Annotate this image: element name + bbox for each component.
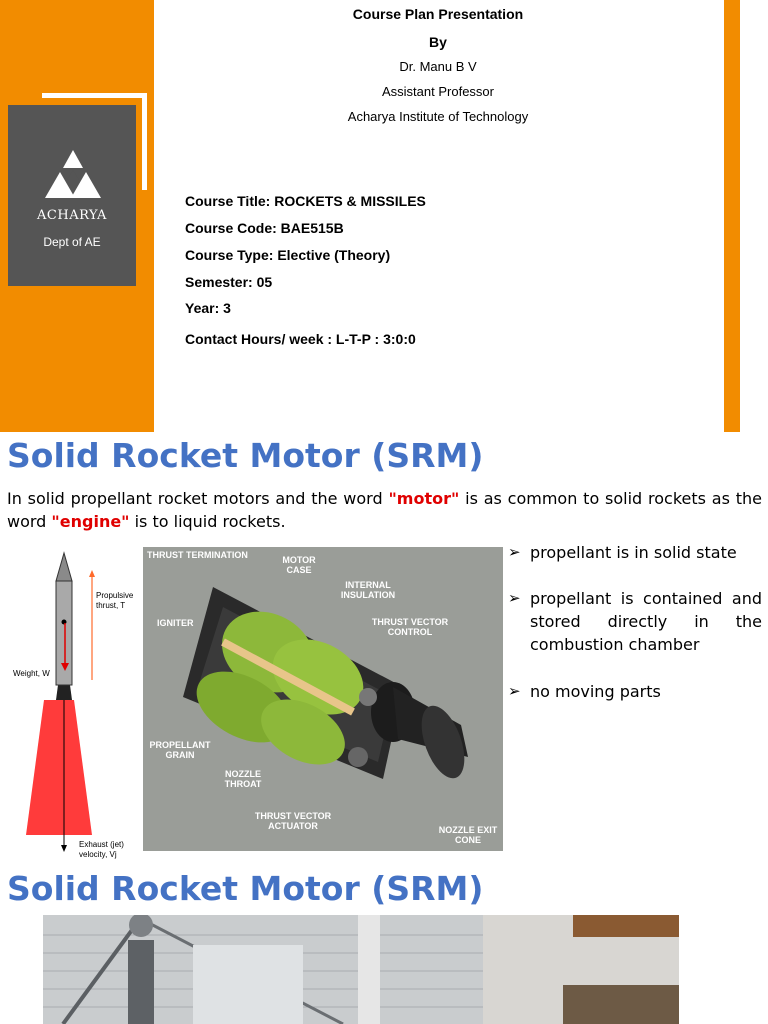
rocket-nose	[56, 553, 72, 581]
author-name: Dr. Manu B V	[399, 59, 477, 74]
exhaust-plume	[26, 700, 92, 835]
acharya-logo-icon	[43, 150, 103, 205]
arrow-bullet-icon: ➢	[508, 682, 521, 700]
course-code: Course Code: BAE515B	[185, 220, 344, 236]
label-nozzle-throat: NOZZLE THROAT	[224, 769, 262, 789]
label-nozzle-exit-cone: NOZZLE EXIT CONE	[438, 825, 498, 845]
weight-label: Weight, W	[13, 669, 50, 678]
orange-right-bar	[724, 0, 740, 432]
label-motor-case: MOTOR CASE	[282, 555, 316, 575]
year: Year: 3	[185, 300, 231, 316]
title-slide	[0, 0, 768, 432]
label-igniter: IGNITER	[157, 618, 194, 628]
label-thrust-vector-actuator: THRUST VECTOR ACTUATOR	[254, 811, 332, 831]
intro-paragraph	[7, 487, 762, 533]
label-internal-insulation: INTERNAL INSULATION	[340, 580, 396, 600]
logo-wordmark: ACHARYA	[37, 208, 107, 223]
srm-cutaway-svg	[143, 547, 503, 851]
slide3-title: Solid Rocket Motor (SRM)	[7, 869, 484, 908]
intro-text-1: In solid propellant rocket motors and the word	[7, 489, 389, 508]
arrow-bullet-icon: ➢	[508, 543, 521, 561]
photo-scene-svg	[43, 915, 679, 1024]
rocket-body	[56, 581, 72, 685]
presentation-title: Course Plan Presentation	[352, 6, 524, 22]
by-label: By	[429, 34, 447, 50]
label-thrust-vector-control: THRUST VECTOR CONTROL	[371, 617, 449, 637]
thrust-arrow	[89, 570, 95, 577]
label-thrust-termination: THRUST TERMINATION	[147, 550, 248, 560]
course-type: Course Type: Elective (Theory)	[185, 247, 391, 263]
intro-text-2: is as common to solid rockets as the word	[7, 489, 762, 531]
contact-hours: Contact Hours/ week : L-T-P : 3:0:0	[185, 331, 416, 347]
engine-highlight: "engine"	[51, 512, 130, 531]
institute-name: Acharya Institute of Technology	[347, 109, 529, 124]
motor-highlight: "motor"	[388, 489, 460, 508]
department-label: Dept of AE	[43, 235, 101, 249]
intro-text-3: is to liquid rockets.	[129, 512, 286, 531]
exhaust-label: Exhaust (jet) velocity, Vj	[79, 840, 124, 859]
srm-cutaway-illustration	[143, 547, 503, 851]
rocket-force-diagram	[8, 545, 134, 863]
exhaust-arrow	[61, 845, 67, 852]
semester: Semester: 05	[185, 274, 273, 290]
srm-test-photo	[43, 915, 679, 1024]
label-propellant-grain: PROPELLANT GRAIN	[149, 740, 211, 760]
course-title: Course Title: ROCKETS & MISSILES	[185, 193, 426, 209]
author-designation: Assistant Professor	[382, 84, 494, 99]
arrow-bullet-icon: ➢	[508, 589, 521, 607]
thrust-label: Propulsive thrust, T	[96, 591, 134, 610]
slide2-title: Solid Rocket Motor (SRM)	[7, 436, 484, 475]
rocket-nozzle	[56, 685, 72, 700]
logo-panel	[8, 105, 136, 286]
